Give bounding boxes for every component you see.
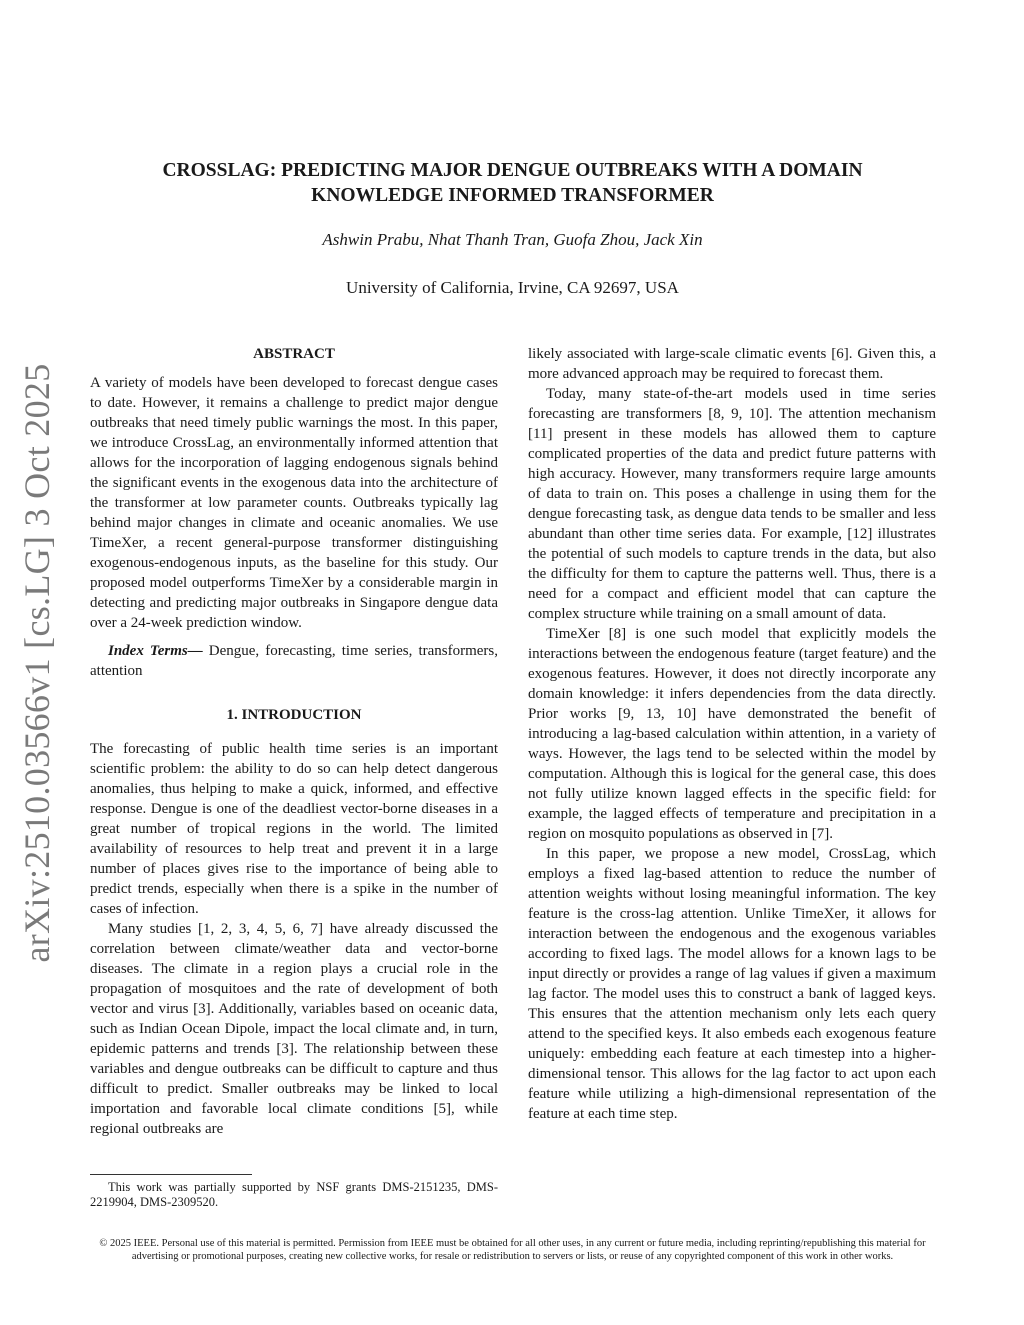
paper-affiliation: University of California, Irvine, CA 92697, USA	[346, 278, 679, 297]
abstract-heading: ABSTRACT	[253, 346, 335, 362]
intro-paragraph-5: In this paper, we propose a new model, CrossLag, which employs a fixed lag-based attention to reduce the number of attention weights without losing meaningful information. The key feature is the cross-lag attention. Unlike TimeXer, it allows for interaction between the endogenous and the exogenous variables according to fixed lags. The model allows for a known lags to be input directly or provides a range of lag values if given a maximum lag factor. The model uses this to construct a bank of lagged keys. This ensures that the attention mechanism only lets each query attend to the specified keys. It also embeds each exogenous feature uniquely: embedding each feature at each timestep into a higher-dimensional tensor. This allows for the lag factor to act upon each feature while utilizing a high-dimensional representation of the feature at each time step.	[528, 846, 936, 1122]
intro-paragraph-3: Today, many state-of-the-art models used in time series forecasting are transformers [8, 9, 10]. The attention mechanism [11] present in these models has allowed them to capture complicated properties of the data and predict future patterns with high accuracy. However, many transformers require large amounts of data to train on. This poses a challenge in using them for the dengue forecasting task, as dengue data tends to be smaller and less abundant than other time series data. For example, [12] illustrates the potential of such models to capture trends in the data, but also the difficulty for them to capture the patterns well. Thus, there is a need for a compact and efficient model that can capture the complex structure while training on a small amount of data.	[528, 386, 936, 622]
paper-authors: Ashwin Prabu, Nhat Thanh Tran, Guofa Zhou, Jack Xin	[322, 230, 703, 249]
index-terms-label: Index Terms—	[108, 643, 203, 659]
left-column	[90, 344, 498, 1139]
arxiv-sidebar	[12, 363, 62, 963]
intro-paragraph-2: Many studies [1, 2, 3, 4, 5, 6, 7] have already discussed the correlation between climate/weather data and vector-borne diseases. The climate in a region plays a crucial role in the propagation of mosquitoes and the rate of development of both vector and virus [3]. Additionally, variables based on oceanic data, such as Indian Ocean Dipole, impact the local climate and, in turn, epidemic patterns and trends [3]. The relationship between these variables and dengue outbreaks can be difficult to capture and thus difficult to predict. Smaller outbreaks may be linked to local importation and favorable local climate conditions [5], while regional outbreaks are	[90, 921, 498, 1137]
abstract-body: A variety of models have been developed to forecast dengue cases to date. However, it remains a challenge to predict major dengue outbreaks that need timely public warnings the most. In this paper, we introduce CrossLag, an environmentally informed attention that allows for the incorporation of lagging endogenous signals behind the significant events in the exogenous data into the architecture of the transformer at low parameter counts. Outbreaks typically lag behind major changes in climate and oceanic anomalies. We use TimeXer, a recent general-purpose transformer distinguishing exogenous-endogenous inputs, as the baseline for this study. Our proposed model outperforms TimeXer by a considerable margin in detecting and predicting major outbreaks in Singapore dengue data over a 24-week prediction window.	[90, 375, 498, 631]
introduction-heading: 1. INTRODUCTION	[226, 707, 362, 723]
arxiv-identifier: arXiv:2510.03566v1 [cs.LG] 3 Oct 2025	[17, 363, 57, 963]
paper-title-line-2: KNOWLEDGE INFORMED TRANSFORMER	[311, 185, 714, 206]
copyright-notice: © 2025 IEEE. Personal use of this material is permitted. Permission from IEEE must be obtained for all other uses, in any current or future media, including reprinting/republishing this material for advertising or promotional purposes, creating new collective works, for resale or redistribution to servers or lists, or reuse of any copyrighted component of this work in other works.	[99, 1238, 926, 1262]
intro-paragraph-4: TimeXer [8] is one such model that explicitly models the interactions between the endogenous feature (target feature) and the exogenous features. However, it does not directly incorporate any domain knowledge: it infers dependencies from the data directly. Prior works [9, 13, 10] have demonstrated the benefit of introducing a lag-based calculation within attention, in a variety of ways. However, the lags tend to be selected within the model by computation. Although this is logical for the general case, this does not fully utilize known lagged effects in the specific field: for example, the lagged effects of temperature and precipitation in a region on mosquito populations as observed in [7].	[528, 626, 936, 842]
paper-title-line-1: CROSSLAG: PREDICTING MAJOR DENGUE OUTBREAKS WITH A DOMAIN	[162, 160, 863, 181]
right-column	[528, 344, 936, 1124]
footnote-divider	[90, 1174, 252, 1175]
intro-paragraph-1: The forecasting of public health time series is an important scientific problem: the ability to do so can help detect dangerous anomalies, thus helping to make a quick, informed, and effective response. Dengue is one of the deadliest vector-borne diseases in a great number of tropical regions in the world. The limited availability of resources to help treat and prevent it in a large number of places gives rise to the importance of being able to predict trends, especially when there is a spike in the number of cases of infection.	[90, 741, 498, 917]
paper-title	[100, 158, 925, 208]
index-terms	[90, 641, 498, 681]
index-terms-text: Dengue, forecasting, time series, transformers, attention	[90, 643, 498, 679]
intro-paragraph-2-continued: likely associated with large-scale climatic events [6]. Given this, a more advanced approach may be required to forecast them.	[528, 346, 936, 382]
funding-footnote: This work was partially supported by NSF grants DMS-2151235, DMS-2219904, DMS-2309520.	[90, 1180, 498, 1209]
